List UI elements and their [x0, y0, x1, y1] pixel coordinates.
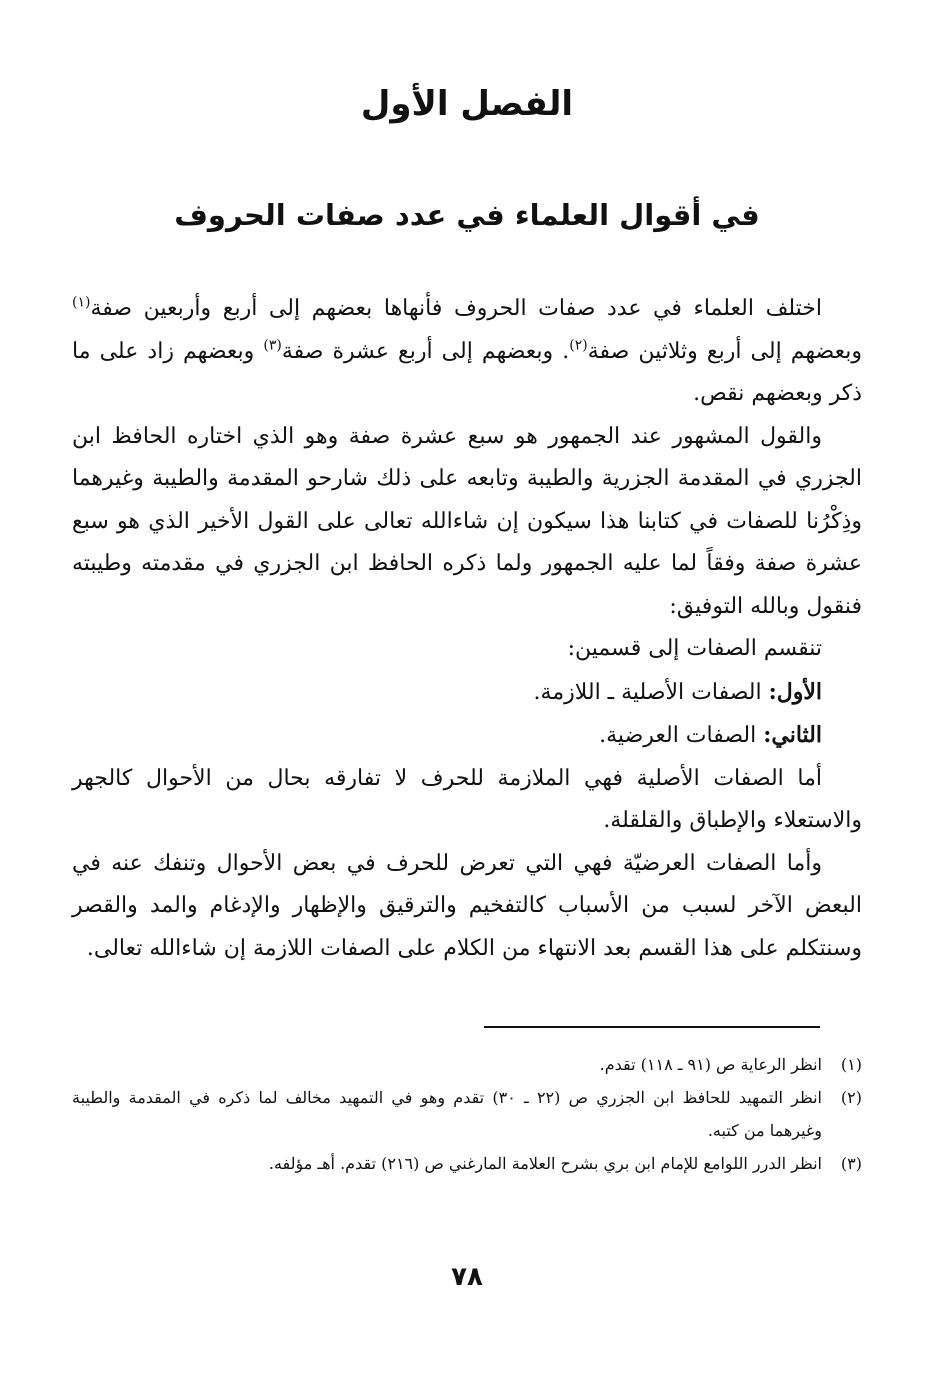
footnote-3-number: (٣): [840, 1154, 862, 1173]
first-category-label: الأول:: [768, 678, 822, 705]
footnote-2-number: (٢): [840, 1088, 862, 1107]
main-text: [72, 288, 862, 970]
second-category-label: الثاني:: [763, 722, 822, 748]
paragraph-1-part-c: . وبعضهم إلى أربع عشرة صفة: [281, 338, 570, 364]
footnotes: [72, 1048, 862, 1180]
footnote-ref-1[interactable]: (١): [72, 294, 91, 311]
footnote-2: [72, 1081, 862, 1147]
page-number: ٧٨: [451, 1262, 483, 1292]
footnote-3-text: انظر الدرر اللوامع للإمام ابن بري بشرح العلامة المارغني ص (٢١٦) تقدم. أهـ مؤلفه.: [268, 1154, 822, 1173]
paragraph-2: والقول المشهور عند الجمهور هو سبع عشرة صفة وهو الذي اختاره الحافظ ابن الجزري في المقدمة الجزرية والطيبة وتابعه على ذلك شارحو المقدمة والطيبة وغيرهما وذِكْرُنا للصفات في كتابنا هذا سيكون إن شاءالله تعالى على القول الأخير الذي هو سبع عشرة صفة وفقاً لما عليه الجمهور ولما ذكره الحافظ ابن الجزري في مقدمته وطيبته فنقول وبالله التوفيق:: [72, 423, 862, 619]
footnote-ref-3[interactable]: (٣): [263, 337, 282, 354]
paragraph-1-part-b: وبعضهم إلى أربع وثلاثين صفة: [587, 338, 862, 364]
second-category: [72, 714, 862, 758]
paragraph-4: أما الصفات الأصلية فهي الملازمة للحرف لا تفارقه بحال من الأحوال كالجهر والاستعلاء والإطباق والقلقلة.: [72, 765, 862, 833]
first-category-text: الصفات الأصلية ـ اللازمة.: [533, 679, 769, 705]
section-title: في أقوال العلماء في عدد صفات الحروف: [174, 198, 760, 232]
footnote-2-text: انظر التمهيد للحافظ ابن الجزري ص (٢٢ ـ ٣٠) تقدم وهو في التمهيد مخالف لما ذكره في المقدمة والطيبة وغيرهما من كتبه.: [72, 1088, 822, 1140]
second-category-text: الصفات العرضية.: [599, 723, 764, 748]
footnote-1-number: (١): [840, 1055, 862, 1074]
paragraph-1-part-d: وبعضهم زاد على ما ذكر وبعضهم نقص.: [72, 338, 862, 406]
footnote-divider: [484, 1026, 820, 1028]
chapter-title: الفصل الأول: [360, 84, 574, 124]
footnote-1-text: انظر الرعاية ص (٩١ ـ ١١٨) تقدم.: [599, 1055, 822, 1074]
paragraph-1-part-a: اختلف العلماء في عدد صفات الحروف فأنهاها بعضهم إلى أربع وأربعين صفة: [90, 296, 822, 321]
paragraph-1: [72, 288, 862, 416]
footnote-3: [72, 1147, 862, 1180]
paragraph-3: تنقسم الصفات إلى قسمين:: [567, 636, 822, 661]
first-category: [72, 671, 862, 715]
footnote-ref-2[interactable]: (٢): [569, 337, 588, 354]
paragraph-5: وأما الصفات العرضيّة فهي التي تعرض للحرف في بعض الأحوال وتنفك عنه في البعض الآخر لسبب من الأسباب كالتفخيم والترقيق والإظهار والإدغام والمد والقصر وسنتكلم على هذا القسم بعد الانتهاء من الكلام على الصفات اللازمة إن شاءالله تعالى.: [72, 850, 862, 961]
footnote-1: [72, 1048, 862, 1081]
